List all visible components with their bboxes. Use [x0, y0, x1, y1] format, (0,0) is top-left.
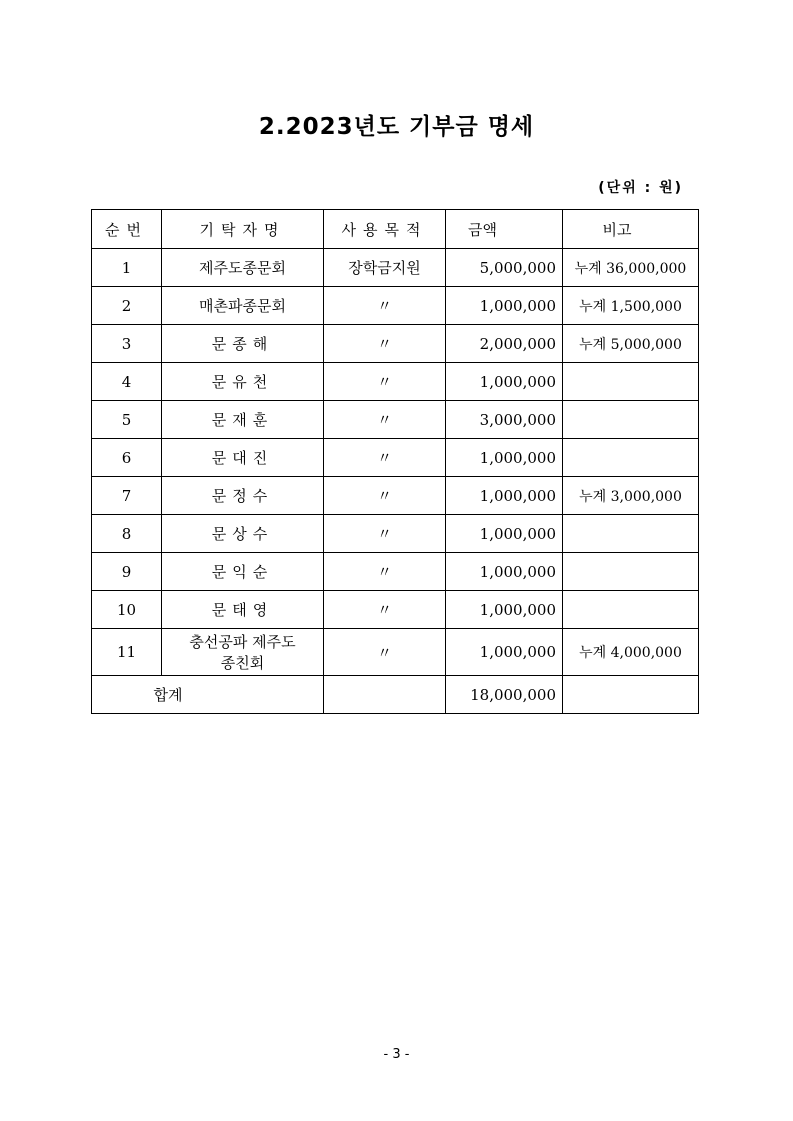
row-amount: 1,000,000: [446, 439, 563, 477]
row-no: 10: [92, 591, 162, 629]
table-row: [92, 249, 699, 287]
row-amount: 1,000,000: [446, 363, 563, 401]
row-purpose: 〃: [324, 477, 446, 515]
table-row: [92, 325, 699, 363]
row-purpose: 〃: [324, 439, 446, 477]
row-amount: 3,000,000: [446, 401, 563, 439]
total-row: [92, 676, 699, 714]
row-no: 8: [92, 515, 162, 553]
row-no: 4: [92, 363, 162, 401]
row-purpose: 〃: [324, 325, 446, 363]
row-amount: 1,000,000: [446, 629, 563, 676]
row-donor: 문정수: [162, 477, 324, 515]
row-amount: 2,000,000: [446, 325, 563, 363]
page-number: - 3 -: [383, 1047, 410, 1062]
row-note: 누계 5,000,000: [563, 325, 699, 363]
row-purpose: 〃: [324, 401, 446, 439]
row-amount: 1,000,000: [446, 553, 563, 591]
table-row: [92, 477, 699, 515]
header-purpose: 사용목적: [324, 210, 446, 249]
row-purpose: 〃: [324, 287, 446, 325]
row-amount: 5,000,000: [446, 249, 563, 287]
total-note-empty: [563, 676, 699, 714]
row-purpose: 〃: [324, 553, 446, 591]
row-donor: 문대진: [162, 439, 324, 477]
document-title: 2.2023년도 기부금 명세: [258, 114, 535, 140]
table-row: [92, 363, 699, 401]
row-note: 누계 1,500,000: [563, 287, 699, 325]
total-purpose-empty: [324, 676, 446, 714]
unit-label: (단위 : 원): [598, 180, 683, 196]
table-row: [92, 515, 699, 553]
row-no: 6: [92, 439, 162, 477]
header-donor: 기탁자명: [162, 210, 324, 249]
row-donor: 문재훈: [162, 401, 324, 439]
row-no: 5: [92, 401, 162, 439]
row-purpose: 〃: [324, 515, 446, 553]
row-donor: 문종해: [162, 325, 324, 363]
row-purpose: 장학금지원: [324, 249, 446, 287]
row-donor: 문유천: [162, 363, 324, 401]
row-donor-line2: 종친회: [220, 654, 265, 672]
row-amount: 1,000,000: [446, 477, 563, 515]
row-no: 1: [92, 249, 162, 287]
table-row: [92, 401, 699, 439]
donation-table: [91, 209, 699, 714]
row-no: 11: [92, 629, 162, 676]
row-donor: 제주도종문회: [162, 249, 324, 287]
table-row: [92, 287, 699, 325]
row-note: [563, 515, 699, 553]
row-amount: 1,000,000: [446, 515, 563, 553]
row-donor: 문상수: [162, 515, 324, 553]
row-note: [563, 591, 699, 629]
total-label: 합계: [92, 676, 324, 714]
row-note: [563, 363, 699, 401]
table-row: [92, 591, 699, 629]
row-donor: 매촌파종문회: [162, 287, 324, 325]
row-donor: [162, 629, 324, 676]
table-row: [92, 553, 699, 591]
row-purpose: 〃: [324, 591, 446, 629]
row-purpose: 〃: [324, 629, 446, 676]
row-note: [563, 553, 699, 591]
row-amount: 1,000,000: [446, 287, 563, 325]
table-row: [92, 629, 699, 676]
row-donor: 문태영: [162, 591, 324, 629]
row-no: 7: [92, 477, 162, 515]
row-no: 3: [92, 325, 162, 363]
row-amount: 1,000,000: [446, 591, 563, 629]
header-no: 순번: [92, 210, 162, 249]
row-no: 2: [92, 287, 162, 325]
row-note: 누계 4,000,000: [563, 629, 699, 676]
row-note: 누계 3,000,000: [563, 477, 699, 515]
total-amount: 18,000,000: [446, 676, 563, 714]
row-note: [563, 439, 699, 477]
table-header-row: [92, 210, 699, 249]
row-note: 누계 36,000,000: [563, 249, 699, 287]
row-no: 9: [92, 553, 162, 591]
row-note: [563, 401, 699, 439]
row-purpose: 〃: [324, 363, 446, 401]
header-amount: 금액: [446, 210, 563, 249]
row-donor-line1: 충선공파 제주도: [189, 633, 296, 651]
table-row: [92, 439, 699, 477]
row-donor: 문익순: [162, 553, 324, 591]
header-note: 비고: [563, 210, 699, 249]
